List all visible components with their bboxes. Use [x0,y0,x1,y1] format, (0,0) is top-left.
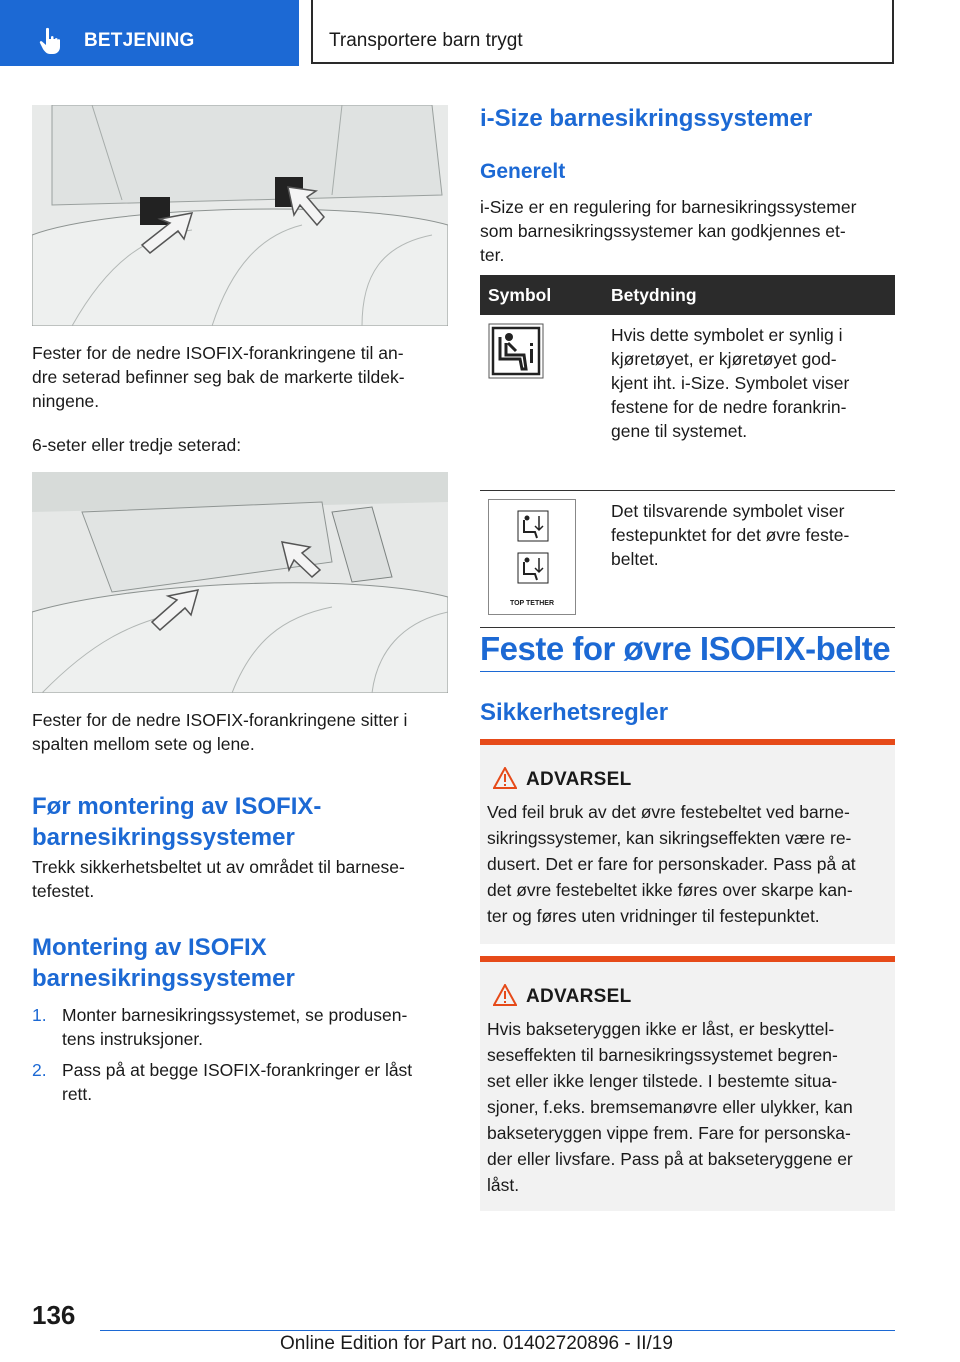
column-header-symbol: Symbol [480,275,603,315]
title-underline [480,671,895,672]
child-seat-anchor-icon [517,510,549,542]
step-number: 2. [32,1060,47,1080]
column-header-meaning: Betydning [603,275,895,315]
table-row [480,315,895,490]
chapter-tab [0,0,299,66]
meaning-cell: Det tilsvarende symbolet viser festepunktet for det øvre feste- beltet. [603,490,895,627]
warning-label: ADVARSEL [526,986,632,1007]
warning-label: ADVARSEL [526,769,632,790]
warning-text: Ved feil bruk av det øvre festebeltet ved barne- sikringssystemer, kan sikringseffekten være re- dusert. Det er fare for personskader. Pass på at det øvre festebeltet ikke føres over skarpe kan- ter og føres uten vridninger til festepunktet. [487,802,856,926]
symbol-table [480,275,895,628]
chapter-label: BETJENING [84,30,195,51]
meaning-cell: Hvis dette symbolet er synlig i kjøretøyet, er kjøretøyet god- kjent iht. i-Size. Symbolet viser festene for de nedre forankrin- gene til systemet. [603,315,895,490]
top-tether-icon [517,552,549,584]
topic-box [311,0,894,64]
warning-text: Hvis bakseteryggen ikke er låst, er beskyttel- seseffekten til barnesikringssystemet begren- set eller ikke lenger tilstede. I bestemte situa- sjoner, f.eks. bremsemanøvre eller ulykker, kan bakseteryggen vippe frem. Fare for personska- der eller livsfare. Pass på at bakseteryggene er låst. [487,1019,853,1195]
caption-2: Fester for de nedre ISOFIX-forankringene sitter i spalten mellom sete og lene. [32,710,408,754]
warning-box [480,956,895,1211]
symbol-cell [480,490,603,627]
topic-title: Transportere barn trygt [329,30,523,51]
footer-rule [100,1330,895,1331]
table-header-row [480,275,895,315]
warning-triangle-icon [493,984,517,1006]
safety-rules-title: Sikkerhetsregler [480,699,669,726]
section-text-before-mounting: Trekk sikkerhetsbeltet ut av området til barnese- tefestet. [32,857,405,901]
symbol-cell [480,315,603,490]
caption-1: Fester for de nedre ISOFIX-forankringene til an- dre seterad befinner seg bak de markerte tildek- ningene. [32,343,405,411]
warning-box [480,739,895,944]
isize-child-seat-icon [488,323,544,379]
footer-edition: Online Edition for Part no. 01402720896 - II/19 [280,1333,673,1354]
subheading-six-seater: 6-seter eller tredje seterad: [32,435,242,455]
isofix-seat-image-1 [32,105,448,326]
seat-photo-1 [32,105,448,326]
isize-intro: i-Size er en regulering for barnesikringssystemer som barnesikringssystemer kan godkjennes et- ter. [480,197,857,265]
page-header [0,0,960,66]
hand-pointer-icon [37,27,67,55]
step-number: 1. [32,1005,47,1025]
step-text: Pass på at begge ISOFIX-forankringer er låst rett. [62,1060,413,1104]
step-text: Monter barnesikringssystemet, se produsen- tens instruksjoner. [62,1005,408,1049]
section-title-before-mounting: Før montering av ISOFIX- barnesikringssystemer [32,793,322,851]
top-tether-caption: TOP TETHER [509,599,555,607]
top-tether-title: Feste for øvre ISOFIX-belte [480,630,891,667]
isofix-seat-image-2 [32,472,448,693]
table-row [480,490,895,627]
page-number: 136 [32,1300,76,1330]
warning-triangle-icon [493,767,517,789]
seat-photo-2 [32,472,448,693]
general-subtitle: Generelt [480,160,566,183]
top-tether-icon-group [488,499,576,615]
isize-title: i-Size barnesikringssystemer [480,105,813,132]
section-title-mounting: Montering av ISOFIX barnesikringssystemer [32,934,295,992]
